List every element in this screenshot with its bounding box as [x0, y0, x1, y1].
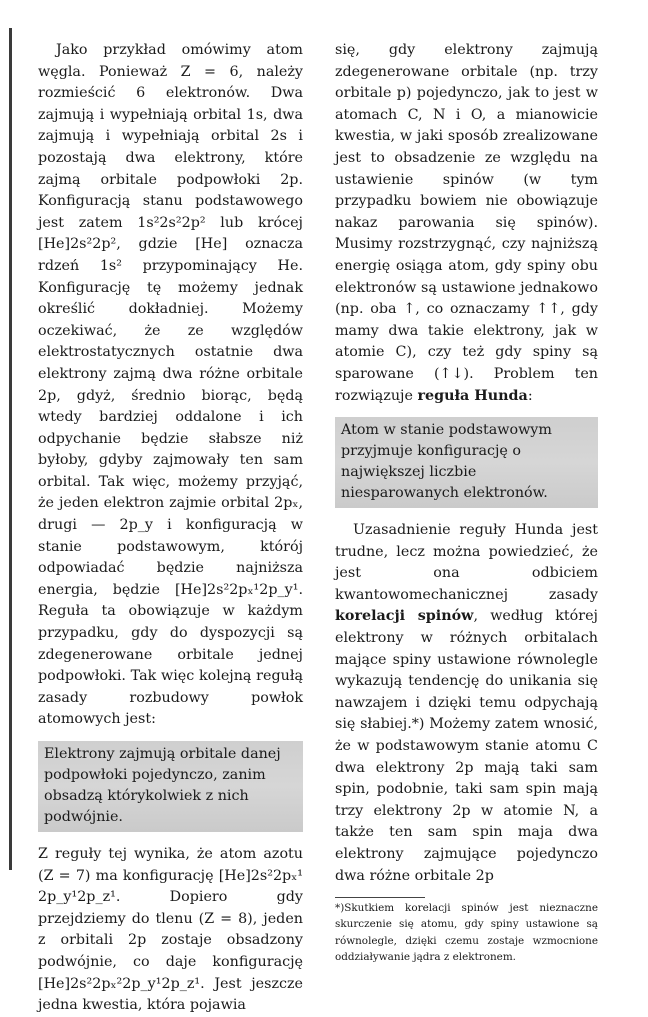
footnote-separator: [335, 897, 425, 898]
rule-text: Elektrony zajmują orbitale danej podpowłoki pojedynczo, zanim obsadzą którykolwiek z nich podwójnie.: [44, 746, 281, 825]
highlighted-rule-hund: [335, 417, 598, 508]
rule-text: Atom w stanie podstawowym przyjmuje konfigurację o największej liczbie niesparowanych elektronów.: [341, 422, 552, 502]
page-binding-edge: [9, 28, 12, 870]
paragraph-hund-justification-end: , według której elektrony w różnych orbitalach mające spiny ustawione równolegle wykazują tendencję do unikania się nawzajem i dzięki temu odpychają się słabiej.*) Możemy zatem wnosić, że w podstawowym stanie atomu C dwa elektrony 2p mają taki sam spin, podobnie, taki sam spin mają trzy elektrony 2p w atomie N, a także ten sam spin maja dwa elektrony zajmujące pojedynczo dwa różne orbitale 2p: [335, 608, 598, 884]
paragraph-carbon-example: Jako przykład omówimy atom węgla. Ponieważ Z = 6, należy rozmieścić 6 elektronów. Dwa zajmują i wypełniają orbital 1s, dwa zajmują i wypełniają orbital 2s i pozostają dwa elektrony, które zajmą orbitale podpowłoki 2p. Konfiguracją stanu podstawowego jest zatem 1s²2s²2p² lub krócej [He]2s²2p², gdzie [He] oznacza rdzeń 1s² przypominający He. Konfigurację tę możemy jednak określić dokładniej. Możemy oczekiwać, że ze względów elektrostatycznych ostatnie dwa elektrony zajmą dwa różne orbitale 2p, gdyż, średnio biorąc, będą wtedy bardziej oddalone i ich odpychanie będzie słabsze niż byłoby, gdyby zajmowały ten sam orbital. Tak więc, możemy przyjąć, że jeden elektron zajmie orbital 2pₓ, drugi — 2p_y i konfiguracją w stanie podstawowym, którój odpowiadać będzie najniższa energia, będzie [He]2s²2pₓ¹2p_y¹. Reguła ta obowiązuje w każdym przypadku, gdy do dyspozycji są zdegenerowane orbitale jednej podpowłoki. Tak więc kolejną regułą zasady rozbudowy powłok atomowych jest:: [38, 42, 303, 728]
left-column: [38, 40, 303, 1017]
paragraph-hund-justification-text: Uzasadnienie reguły Hunda jest trudne, lecz można powiedzieć, że jest ona odbiciem kwantowomechanicznej zasady: [335, 522, 598, 603]
right-column: [335, 40, 598, 965]
paragraph-spin-question-text: się, gdy elektrony zajmują zdegenerowane orbitale (np. trzy orbitale p) pojedynczo, jak to jest w atomach C, N i O, a mianowicie kwestia, w jaki sposób zrealizowane jest to obsadzenie ze względu na ustawienie spinów (w tym przypadku bowiem nie obowiązuje nakaz parowania się spinów). Musimy rozstrzygnąć, czy najniższą energię osiąga atom, gdy spiny obu elektronów są ustawione jednakowo (np. oba ↑, co oznaczamy ↑↑, gdy mamy dwa takie elektrony, jak w atomie C), czy też gdy spiny są sparowane (↑↓). Problem ten rozwiązuje: [335, 42, 598, 404]
paragraph-nitrogen-oxygen: Z reguły tej wynika, że atom azotu (Z = 7) ma konfigurację [He]2s²2pₓ¹ 2p_y¹2p_z¹. Dopiero gdy przejdziemy do tlenu (Z = 8), jeden z orbitali 2p zostaje obsadzony podwójnie, co daje konfigurację [He]2s²2pₓ²2p_y¹2p_z¹. Jest jeszcze jedna kwestia, która pojawia: [38, 846, 303, 1014]
paragraph-spin-question-end: :: [527, 387, 533, 404]
highlighted-rule-single-occupancy: [38, 741, 303, 832]
paragraph-spin-question: [335, 40, 598, 407]
hund-rule-term: reguła Hunda: [417, 387, 528, 404]
paragraph-hund-justification: [335, 520, 598, 887]
footnote: *)Skutkiem korelacji spinów jest nieznaczne skurczenie się atomu, gdy spiny ustawione są równolegle, dzięki czemu zostaje wzmocnione oddziaływanie jądra z elektronem.: [335, 902, 598, 963]
spin-correlation-term: korelacji spinów: [335, 608, 474, 625]
